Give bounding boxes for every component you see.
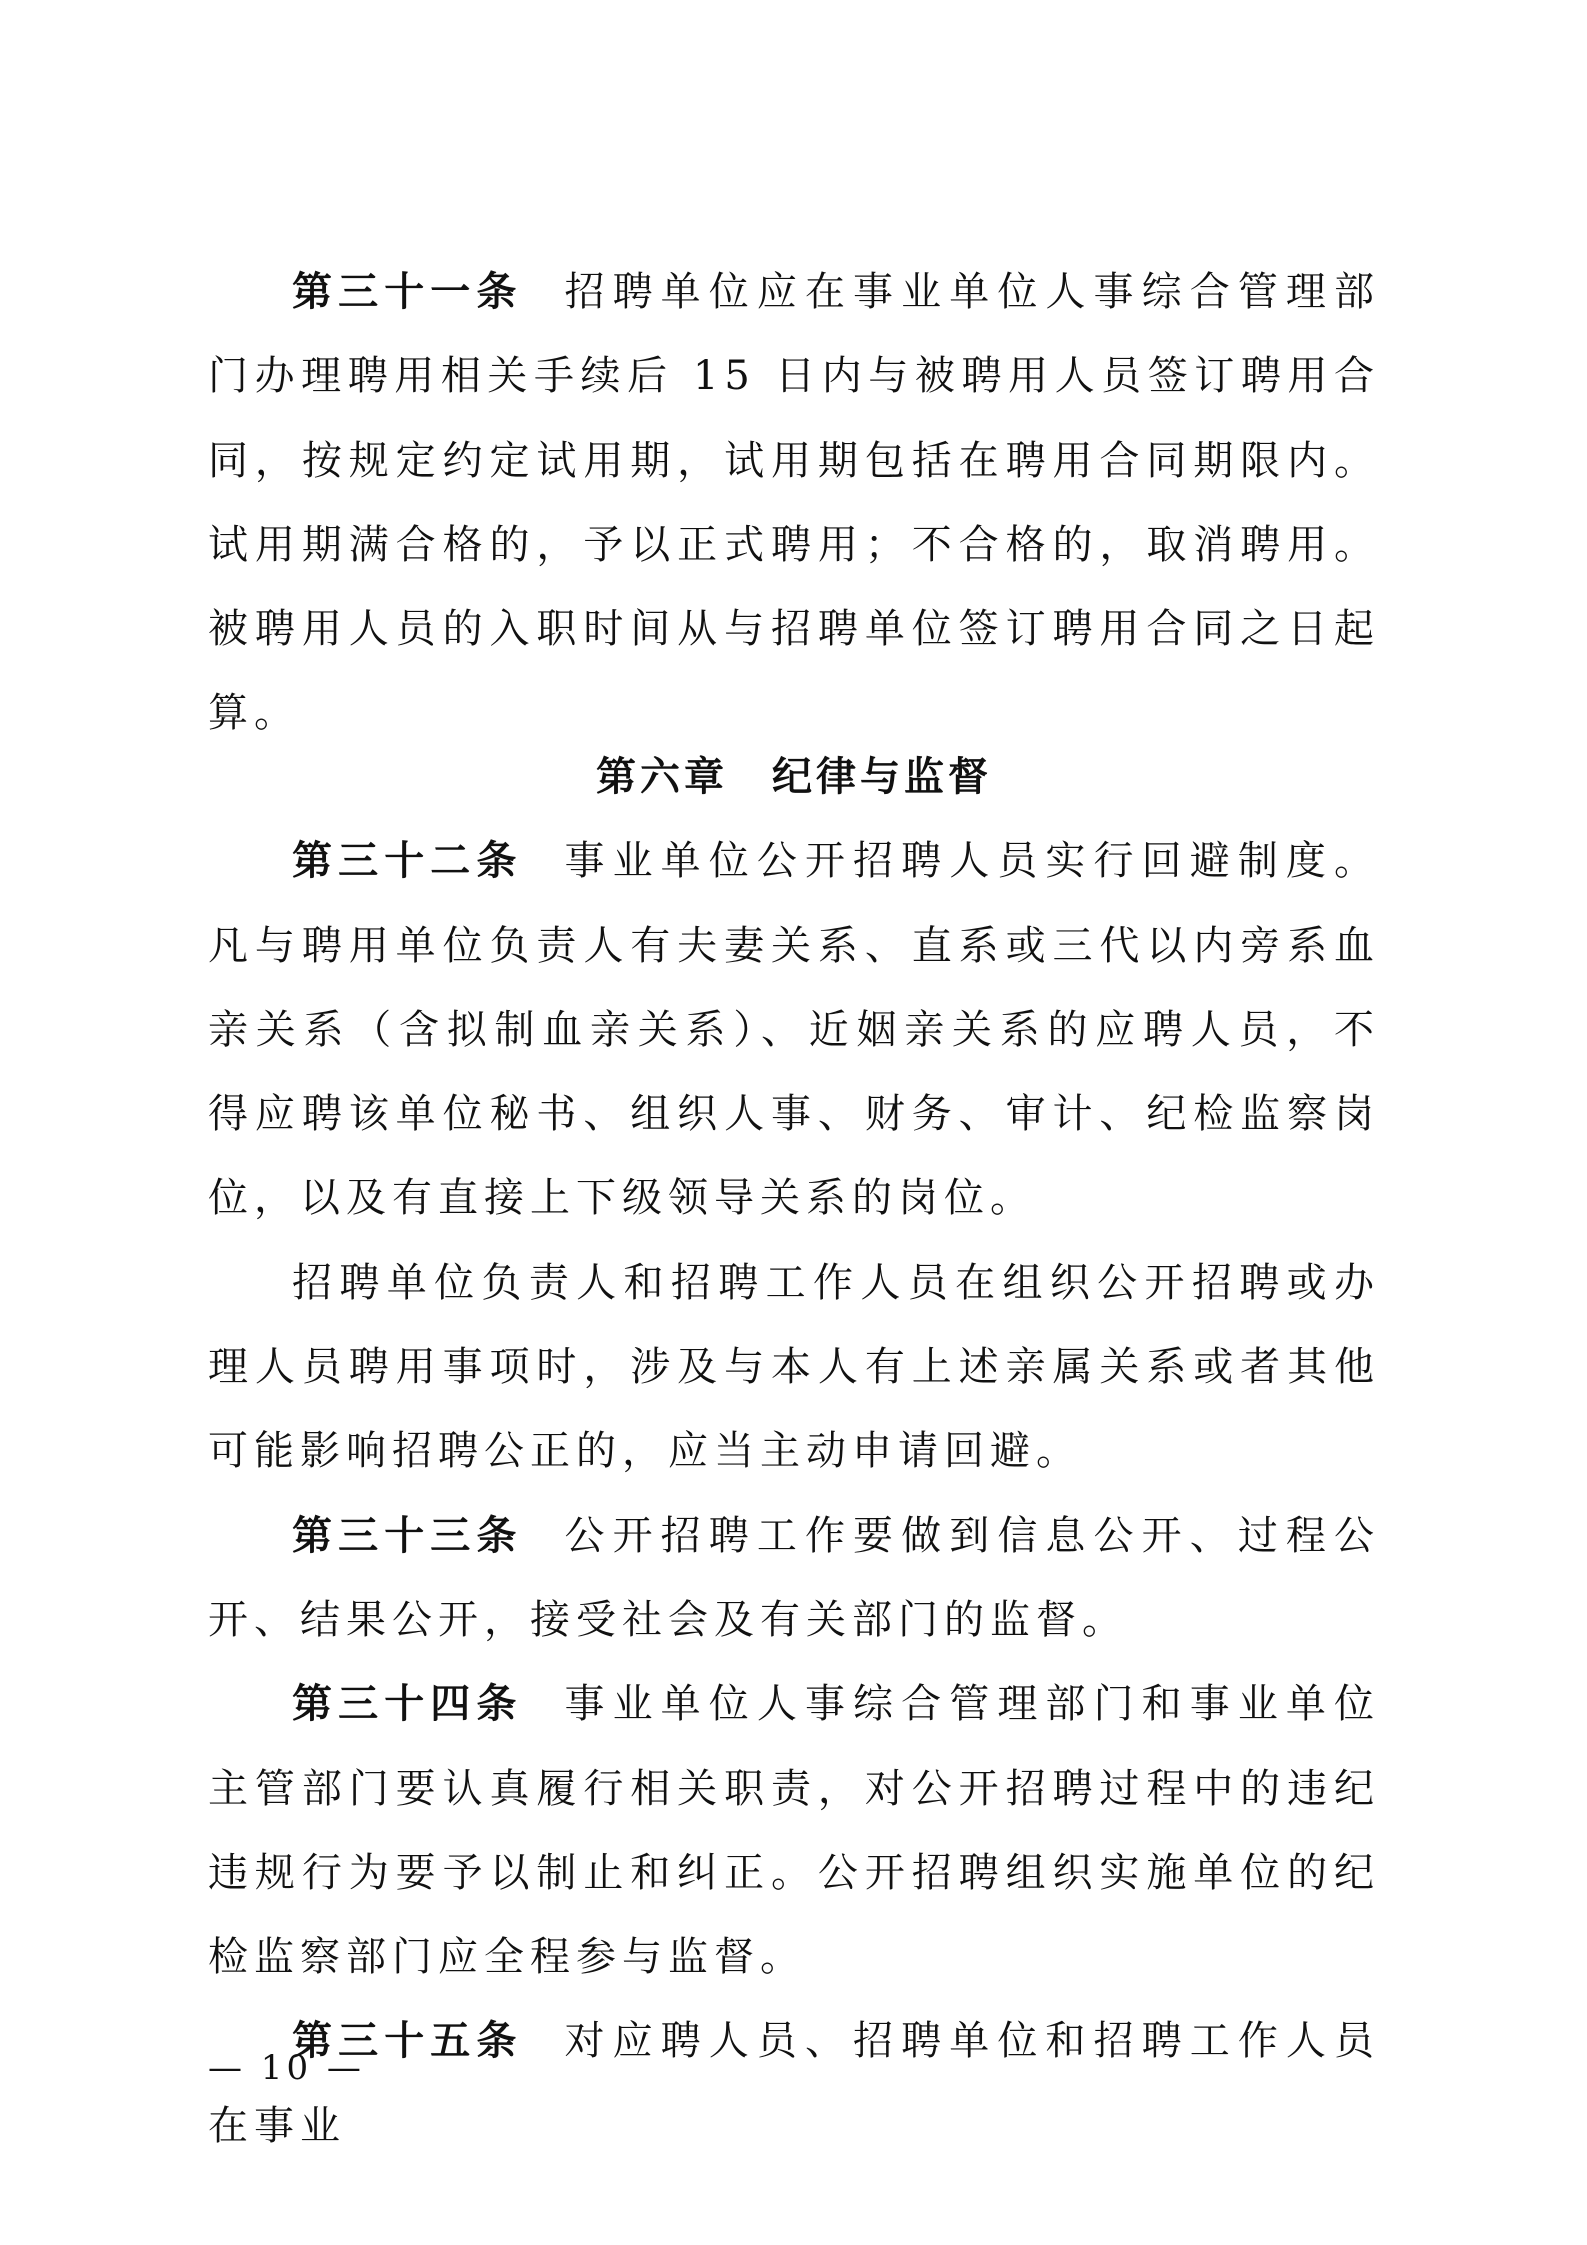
article-text: 公开招聘工作要做到信息公开、过程公开、结果公开，接受社会及有关部门的监督。 bbox=[208, 1512, 1381, 1643]
article-block-top bbox=[208, 250, 1380, 756]
article-text: 事业单位人事综合管理部门和事业单位主管部门要认真履行相关职责，对公开招聘过程中的违纪违规行为要予以制止和纠正。公开招聘组织实施单位的纪检监察部门应全程参与监督。 bbox=[208, 1681, 1381, 1981]
chapter-six-block bbox=[208, 735, 1380, 2168]
article-label: 第三十二条 bbox=[292, 838, 523, 885]
article-33 bbox=[208, 1494, 1380, 1663]
paragraph-text: 招聘单位负责人和招聘工作人员在组织公开招聘或办理人员聘用事项时，涉及与本人有上述亲属关系或者其他可能影响招聘公正的，应当主动申请回避。 bbox=[208, 1259, 1380, 1475]
chapter-heading bbox=[208, 735, 1380, 819]
page-number: — 10 — bbox=[208, 2048, 365, 2088]
article-label: 第三十四条 bbox=[292, 1681, 523, 1728]
article-text: 招聘单位应在事业单位人事综合管理部门办理聘用相关手续后 15 日内与被聘用人员签订聘用合同，按规定约定试用期，试用期包括在聘用合同期限内。试用期满合格的，予以正式聘用；不合格的，取消聘用。被聘用人员的入职时间从与招聘单位签订聘用合同之日起算。 bbox=[208, 269, 1381, 737]
article-text: 事业单位公开招聘人员实行回避制度。凡与聘用单位负责人有夫妻关系、直系或三代以内旁系血亲关系（含拟制血亲关系）、近姻亲关系的应聘人员，不得应聘该单位秘书、组织人事、财务、审计、纪检监察岗位，以及有直接上下级领导关系的岗位。 bbox=[208, 838, 1381, 1222]
article-35 bbox=[208, 1999, 1380, 2168]
chapter-title: 纪律与监督 bbox=[772, 754, 992, 800]
article-label: 第三十五条 bbox=[292, 2018, 523, 2065]
article-32-paragraph-2 bbox=[208, 1241, 1380, 1494]
article-text: 对应聘人员、招聘单位和招聘工作人员在事业 bbox=[208, 2018, 1381, 2149]
article-label: 第三十一条 bbox=[292, 269, 523, 315]
article-32 bbox=[208, 819, 1380, 1240]
article-31 bbox=[208, 250, 1380, 756]
chapter-number: 第六章 bbox=[596, 754, 728, 800]
article-34 bbox=[208, 1662, 1380, 1999]
article-label: 第三十三条 bbox=[292, 1512, 523, 1559]
